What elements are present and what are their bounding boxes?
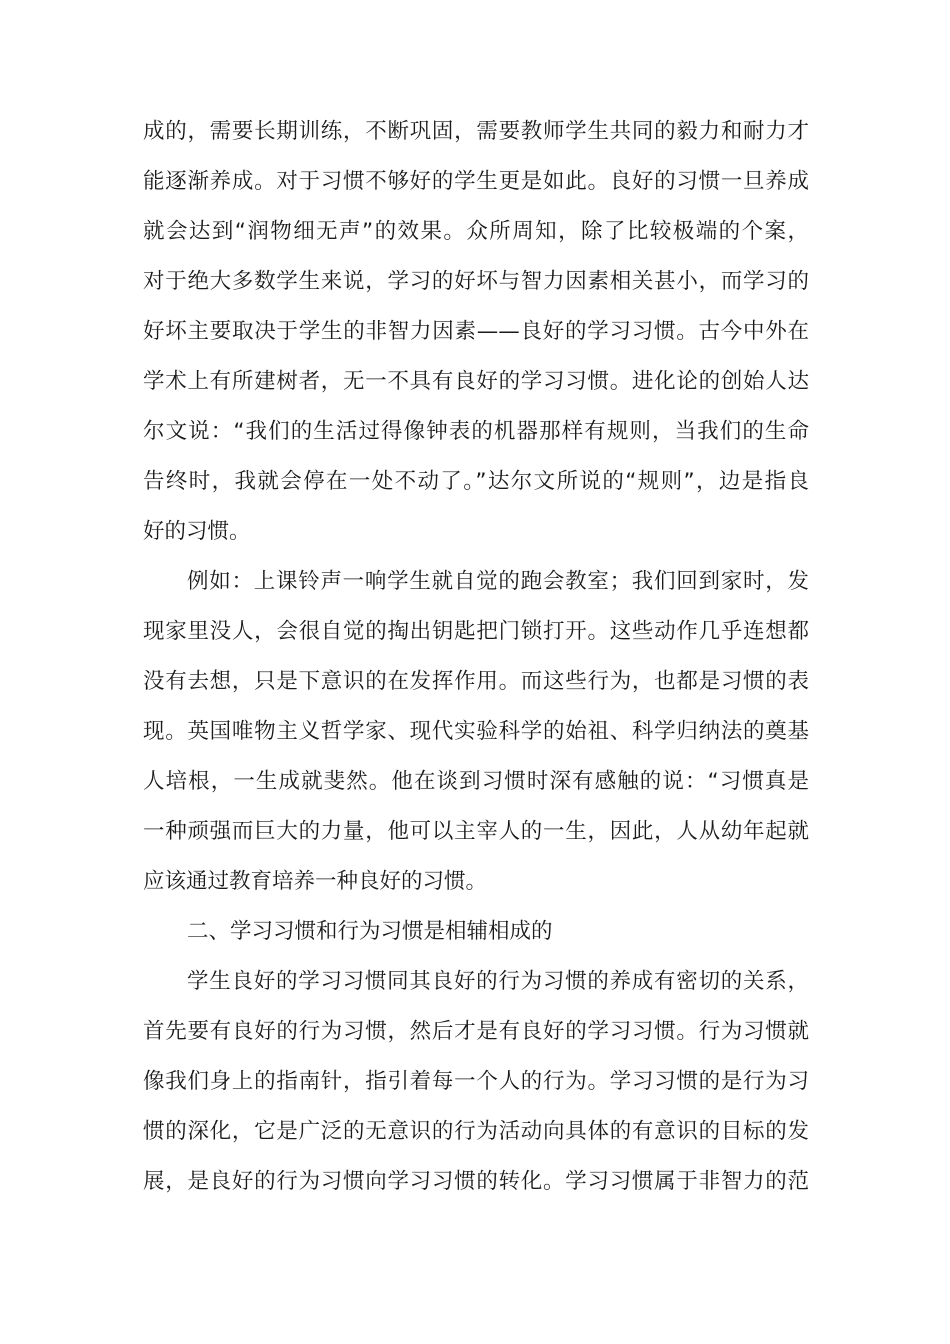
paragraph-line: 好的习惯。 <box>143 519 251 544</box>
paragraph-line: 学术上有所建树者，无一不具有良好的学习习惯。进化论的创始人达 <box>143 369 809 394</box>
paragraph-line: 现。英国唯物主义哲学家、现代实验科学的始祖、科学归纳法的奠基 <box>143 719 809 744</box>
paragraph-line: 惯的深化，它是广泛的无意识的行为活动向具体的有意识的目标的发 <box>143 1119 809 1144</box>
paragraph-line: 能逐渐养成。对于习惯不够好的学生更是如此。良好的习惯一旦养成 <box>143 169 809 194</box>
paragraph-line: 好坏主要取决于学生的非智力因素——良好的学习习惯。古今中外在 <box>143 319 809 344</box>
paragraph-line: 就会达到“润物细无声”的效果。众所周知，除了比较极端的个案， <box>143 219 809 244</box>
paragraph-line: 像我们身上的指南针，指引着每一个人的行为。学习习惯的是行为习 <box>143 1069 809 1094</box>
paragraph-line: 首先要有良好的行为习惯，然后才是有良好的学习习惯。行为习惯就 <box>143 1019 809 1044</box>
paragraph-line: 一种顽强而巨大的力量，他可以主宰人的一生，因此，人从幼年起就 <box>143 819 809 844</box>
section-heading: 二、学习习惯和行为习惯是相辅相成的 <box>187 919 553 944</box>
paragraph-line: 没有去想，只是下意识的在发挥作用。而这些行为，也都是习惯的表 <box>143 669 809 694</box>
paragraph-line: 现家里没人，会很自觉的掏出钥匙把门锁打开。这些动作几乎连想都 <box>143 619 809 644</box>
paragraph-line: 尔文说：“我们的生活过得像钟表的机器那样有规则，当我们的生命 <box>143 419 809 444</box>
paragraph-line: 对于绝大多数学生来说，学习的好坏与智力因素相关甚小，而学习的 <box>143 269 809 294</box>
paragraph-line: 人培根，一生成就斐然。他在谈到习惯时深有感触的说：“习惯真是 <box>143 769 809 794</box>
paragraph-line: 应该通过教育培养一种良好的习惯。 <box>143 869 488 894</box>
paragraph-line: 成的，需要长期训练，不断巩固，需要教师学生共同的毅力和耐力才 <box>143 119 809 144</box>
paragraph-line: 告终时，我就会停在一处不动了。”达尔文所说的“规则”，边是指良 <box>143 469 809 494</box>
paragraph-line: 展，是良好的行为习惯向学习习惯的转化。学习习惯属于非智力的范 <box>143 1169 809 1194</box>
body-text <box>143 107 809 1207</box>
paragraph-line: 学生良好的学习习惯同其良好的行为习惯的养成有密切的关系， <box>187 969 809 994</box>
paragraph-line: 例如：上课铃声一响学生就自觉的跑会教室；我们回到家时，发 <box>187 569 809 594</box>
